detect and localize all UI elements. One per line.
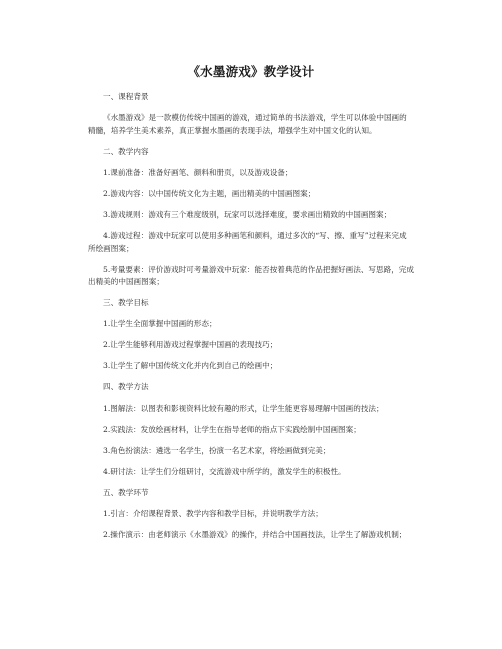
list-item: 2.让学生能够利用游戏过程掌握中国画的表现技巧； [103, 340, 278, 350]
list-item: 3.游戏规则：游戏有三个难度级别，玩家可以选择难度，要求画出精致的中国画图案； [103, 210, 392, 220]
list-item: 2.游戏内容：以中国传统文化为主题，画出精美的中国画图案； [103, 189, 316, 199]
list-item: 5.考量要素：评价游戏时可考量游戏中玩家：能否按着典范的作品把握好画法、写思路，完成出精美的中国画图案； [88, 264, 414, 287]
paragraph: 《水墨游戏》是一款模仿传统中国画的游戏，通过简单的书法游戏，学生可以体验中国画的精髓，培养学生美术素养，真正掌握水墨画的表现手法，增强学生对中国文化的认知。 [88, 113, 407, 135]
section-heading-methods: 四、教学方法 [103, 382, 149, 392]
list-item: 3.让学生了解中国传统文化并内化到自己的绘画中； [103, 361, 278, 371]
list-item: 2.实践法：发放绘画材料，让学生在指导老师的指点下实践绘制中国画图案； [103, 424, 361, 434]
document-title: 《水墨游戏》教学设计 [187, 64, 315, 79]
list-item: 2.操作演示：由老师演示《水墨游戏》的操作，并结合中国画技法，让学生了解游戏机制； [103, 530, 407, 540]
list-item: 1.让学生全面掌握中国画的形态； [103, 319, 217, 329]
list-item: 1.图解法：以图表和影视资料比较有趣的形式，让学生能更容易理解中国画的技法； [103, 403, 384, 413]
section-heading-steps: 五、教学环节 [103, 487, 149, 497]
section-heading-content: 二、教学内容 [103, 146, 149, 156]
section-heading-background: 一、课程背景 [103, 92, 149, 101]
list-item: 1.引言：介绍课程背景、教学内容和教学目标，并说明教学方法； [103, 509, 323, 519]
list-item: 4.游戏过程：游戏中玩家可以使用多种画笔和颜料，通过多次的“写、擦、重写”过程来完成所绘画图案； [88, 231, 407, 253]
list-item: 3.角色扮演法：遴选一名学生，扮演一名艺术家，将绘画做到完美； [103, 445, 331, 455]
list-item: 4.研讨法：让学生们分组研讨，交流游戏中所学的，激发学生的积极性。 [103, 466, 346, 476]
list-item: 1.课前准备：准备好画笔、颜料和册页，以及游戏设备； [103, 168, 293, 178]
section-heading-goals: 三、教学目标 [103, 298, 149, 308]
